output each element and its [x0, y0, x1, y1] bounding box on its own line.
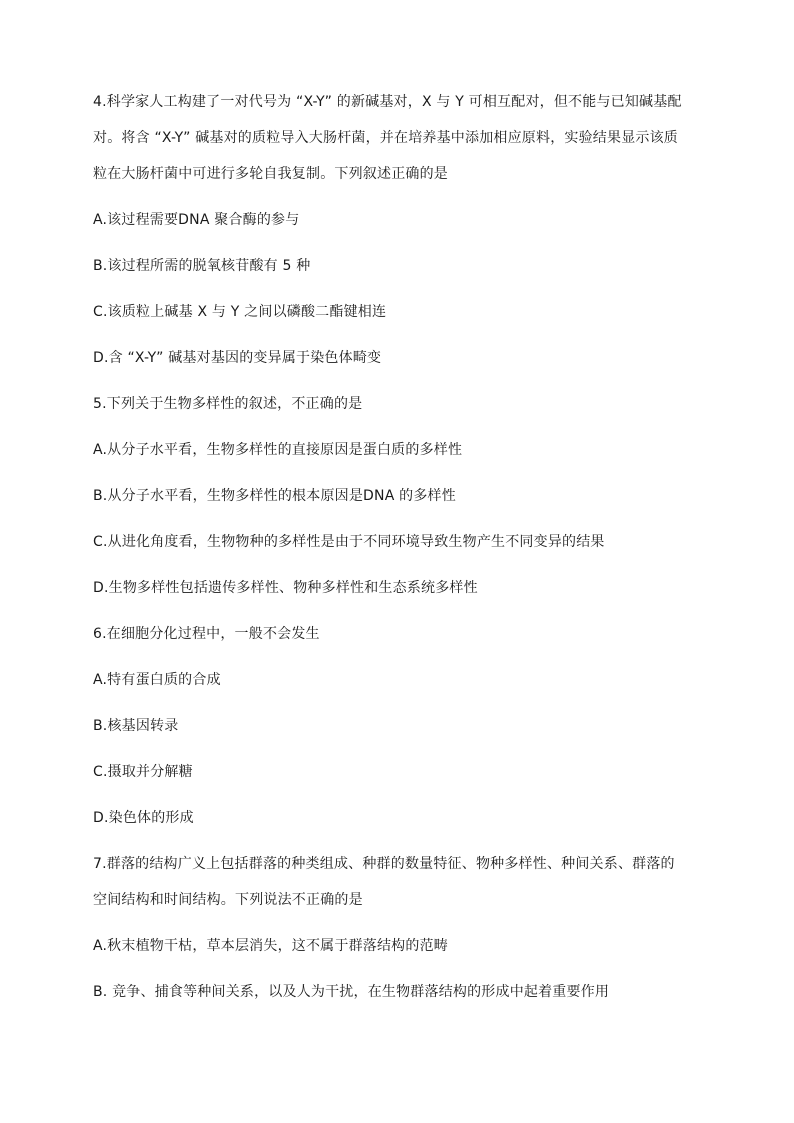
question-5-option-b: B.从分子水平看，生物多样性的根本原因是DNA 的多样性 [93, 488, 456, 504]
question-5-stem-line-1: 5.下列关于生物多样性的叙述，不正确的是 [93, 396, 363, 412]
question-7-stem-line-2: 空间结构和时间结构。下列说法不正确的是 [93, 892, 363, 908]
question-4-stem-line-1: 4.科学家人工构建了一对代号为 “X-Y” 的新碱基对，X 与 Y 可相互配对，但不能与已知碱基配 [93, 94, 682, 110]
question-6-stem-line-1: 6.在细胞分化过程中，一般不会发生 [93, 626, 320, 642]
question-5-option-c: C.从进化角度看，生物物种的多样性是由于不同环境导致生物产生不同变异的结果 [93, 534, 605, 550]
question-4-option-d: D.含 “X-Y” 碱基对基因的变异属于染色体畸变 [93, 350, 382, 366]
question-6-option-b: B.核基因转录 [93, 718, 179, 734]
question-7-option-a: A.秋末植物干枯，草本层消失，这不属于群落结构的范畴 [93, 938, 448, 954]
question-7 [93, 854, 723, 1002]
question-5 [93, 394, 723, 598]
question-4-option-c: C.该质粒上碱基 X 与 Y 之间以磷酸二酯键相连 [93, 304, 387, 320]
question-5-option-d: D.生物多样性包括遗传多样性、物种多样性和生态系统多样性 [93, 580, 478, 596]
question-6-option-a: A.特有蛋白质的合成 [93, 672, 221, 688]
question-6-option-d: D.染色体的形成 [93, 810, 194, 826]
question-4-stem-line-2: 对。将含 “X-Y” 碱基对的质粒导入大肠杆菌，并在培养基中添加相应原料，实验结果显示该质 [93, 130, 678, 146]
question-4-option-a: A.该过程需要DNA 聚合酶的参与 [93, 212, 300, 228]
question-5-option-a: A.从分子水平看，生物多样性的直接原因是蛋白质的多样性 [93, 442, 463, 458]
question-7-stem-line-1: 7.群落的结构广义上包括群落的种类组成、种群的数量特征、物种多样性、种间关系、群落的 [93, 856, 675, 872]
question-6 [93, 624, 723, 828]
question-4-stem-line-3: 粒在大肠杆菌中可进行多轮自我复制。下列叙述正确的是 [93, 166, 448, 182]
question-4-option-b: B.该过程所需的脱氧核苷酸有 5 种 [93, 258, 311, 274]
question-6-option-c: C.摄取并分解糖 [93, 764, 193, 780]
question-4 [93, 92, 723, 368]
document-content [93, 92, 723, 1028]
question-7-option-b: B. 竞争、捕食等种间关系，以及人为干扰，在生物群落结构的形成中起着重要作用 [93, 984, 610, 1000]
